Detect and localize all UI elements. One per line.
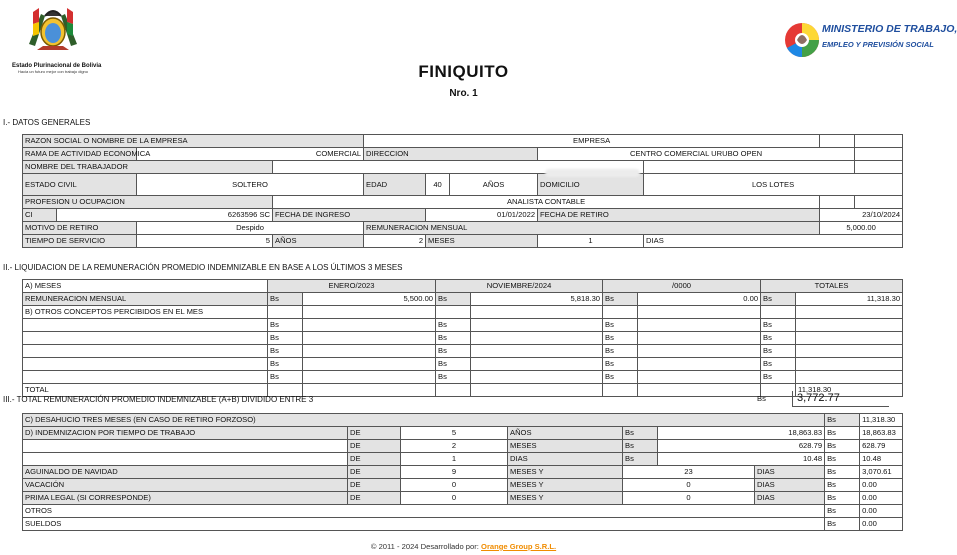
promedio-value: 3,772.77: [792, 391, 889, 407]
table-row: [23, 453, 903, 466]
ind-qty-1: 5: [401, 427, 508, 440]
de-label: DE: [348, 466, 401, 479]
tiempo-meses-label: MESES: [426, 235, 538, 248]
currency-label: Bs: [825, 427, 860, 440]
currency-label: Bs: [603, 358, 638, 371]
currency-label: Bs: [268, 371, 303, 384]
tiempo-anos-value: 5: [137, 235, 273, 248]
currency-label: Bs: [436, 371, 471, 384]
aguinaldo-total: 3,070.61: [860, 466, 903, 479]
table-row: [23, 440, 903, 453]
rama-value: COMERCIAL: [137, 148, 364, 161]
sueldos-label: SUELDOS: [23, 518, 825, 531]
motivo-value: Despido: [137, 222, 364, 235]
ind-qty-2: 2: [401, 440, 508, 453]
aguinaldo-label: AGUINALDO DE NAVIDAD: [23, 466, 348, 479]
desahucio-label: C) DESAHUCIO TRES MESES (EN CASO DE RETIRO FORZOSO): [23, 414, 825, 427]
tiempo-dias-value: 1: [538, 235, 644, 248]
ind-total-2: 628.79: [860, 440, 903, 453]
razon-value: EMPRESA: [364, 135, 820, 148]
estado-label: ESTADO CIVIL: [23, 174, 137, 196]
profesion-value: ANALISTA CONTABLE: [273, 196, 820, 209]
table-row: [23, 492, 903, 505]
ministerio-trabajo-logo: [782, 16, 957, 66]
vacacion-meses: 0: [401, 479, 508, 492]
edad-label: EDAD: [364, 174, 426, 196]
ind-unit-1: AÑOS: [508, 427, 623, 440]
section-2-title: II.- LIQUIDACION DE LA REMUNERACIÓN PROMEDIO INDEMNIZABLE EN BASE A LOS ÚLTIMOS 3 MESES: [3, 263, 403, 272]
currency-label: Bs: [757, 394, 766, 403]
currency-label: Bs: [623, 453, 658, 466]
prima-total: 0.00: [860, 492, 903, 505]
footer-text: © 2011 - 2024 Desarrollado por:: [370, 542, 479, 551]
coat-of-arms-icon: [23, 4, 83, 56]
ind-total-1: 18,863.83: [860, 427, 903, 440]
indemnizacion-label: D) INDEMNIZACION POR TIEMPO DE TRABAJO: [23, 427, 348, 440]
currency-label: Bs: [825, 453, 860, 466]
currency-label: Bs: [623, 427, 658, 440]
table-row: [23, 306, 903, 319]
edad-value: 40: [426, 174, 450, 196]
ci-value: 6263596 SC: [57, 209, 273, 222]
ministry-name-line1: MINISTERIO DE TRABAJO,: [822, 23, 957, 35]
ind-unit-2: MESES: [508, 440, 623, 453]
dias-label: DIAS: [755, 479, 825, 492]
otros-conceptos-label: B) OTROS CONCEPTOS PERCIBIDOS EN EL MES: [23, 306, 268, 319]
redacted-name: [545, 169, 640, 177]
currency-label: Bs: [761, 358, 796, 371]
otros-total: 0.00: [860, 505, 903, 518]
currency-label: Bs: [761, 371, 796, 384]
aguinaldo-dias: 23: [623, 466, 755, 479]
currency-label: Bs: [761, 345, 796, 358]
ind-total-3: 10.48: [860, 453, 903, 466]
footer-developer-link[interactable]: Orange Group S.R.L.: [481, 542, 557, 551]
currency-label: Bs: [825, 479, 860, 492]
vacacion-total: 0.00: [860, 479, 903, 492]
motivo-label: MOTIVO DE RETIRO: [23, 222, 137, 235]
ingreso-value: 01/01/2022: [426, 209, 538, 222]
ministry-name-line2: EMPLEO Y PREVISIÓN SOCIAL: [822, 40, 934, 49]
de-label: DE: [348, 440, 401, 453]
section-3-title: III.- TOTAL REMUNERACIÓN PROMEDIO INDEMNIZABLE (A+B) DIVIDIDO ENTRE 3: [3, 395, 314, 404]
currency-label: Bs: [268, 319, 303, 332]
table-row: [23, 319, 903, 332]
direccion-label: DIRECCION: [364, 148, 538, 161]
vacacion-label: VACACIÓN: [23, 479, 348, 492]
razon-label: RAZON SOCIAL O NOMBRE DE LA EMPRESA: [23, 135, 364, 148]
currency-label: Bs: [603, 332, 638, 345]
ind-amount-3: 10.48: [658, 453, 825, 466]
currency-label: Bs: [603, 319, 638, 332]
currency-label: Bs: [436, 319, 471, 332]
currency-label: Bs: [623, 440, 658, 453]
currency-label: Bs: [825, 466, 860, 479]
table-row: [23, 518, 903, 531]
month-3: /0000: [603, 280, 761, 293]
retiro-label: FECHA DE RETIRO: [538, 209, 820, 222]
logo-left-text: Estado Plurinacional de Bolivia: [12, 63, 102, 69]
currency-label: Bs: [825, 414, 860, 427]
nombre-label: NOMBRE DEL TRABAJADOR: [23, 161, 273, 174]
table-row: [23, 209, 903, 222]
currency-label: Bs: [825, 492, 860, 505]
currency-label: Bs: [268, 358, 303, 371]
table-row: [23, 414, 903, 427]
table-row: [23, 505, 903, 518]
meses-label: A) MESES: [23, 280, 268, 293]
table-row: [23, 148, 903, 161]
dias-label: DIAS: [755, 492, 825, 505]
remuneracion-label: REMUNERACION MENSUAL: [364, 222, 820, 235]
currency-label: Bs: [603, 293, 638, 306]
rem-month-2: 5,818.30: [471, 293, 603, 306]
currency-label: Bs: [825, 505, 860, 518]
ci-label: CI: [23, 209, 57, 222]
gear-logo-icon: [782, 16, 822, 66]
currency-label: Bs: [603, 345, 638, 358]
month-1: ENERO/2023: [268, 280, 436, 293]
ind-unit-3: DIAS: [508, 453, 623, 466]
currency-label: Bs: [436, 358, 471, 371]
anos-label: AÑOS: [450, 174, 538, 196]
table-row: [23, 427, 903, 440]
ind-qty-3: 1: [401, 453, 508, 466]
general-data-table: [22, 134, 903, 248]
direccion-value: CENTRO COMERCIAL URUBO OPEN: [538, 148, 855, 161]
section-1-title: I.- DATOS GENERALES: [3, 118, 91, 127]
currency-label: Bs: [268, 332, 303, 345]
rama-label: RAMA DE ACTIVIDAD ECONOMICA: [23, 148, 137, 161]
document-title: FINIQUITO: [418, 62, 509, 81]
currency-label: Bs: [603, 371, 638, 384]
de-label: DE: [348, 492, 401, 505]
prima-label: PRIMA LEGAL (SI CORRESPONDE): [23, 492, 348, 505]
tiempo-label: TIEMPO DE SERVICIO: [23, 235, 137, 248]
dias-label: DIAS: [755, 466, 825, 479]
totales-header: TOTALES: [761, 280, 903, 293]
logo-left-motto: Hacia un futuro mejor con trabajo digno: [17, 69, 89, 74]
table-row: [23, 371, 903, 384]
tiempo-dias-label: DIAS: [644, 235, 903, 248]
ingreso-label: FECHA DE INGRESO: [273, 209, 426, 222]
rem-total: 11,318.30: [796, 293, 903, 306]
meses-y-label: MESES Y: [508, 479, 623, 492]
footer: [0, 542, 927, 551]
table-row: [23, 196, 903, 209]
currency-label: Bs: [436, 293, 471, 306]
rem-month-3: 0.00: [638, 293, 761, 306]
rem-month-1: 5,500.00: [303, 293, 436, 306]
aguinaldo-meses: 9: [401, 466, 508, 479]
currency-label: Bs: [268, 293, 303, 306]
sueldos-total: 0.00: [860, 518, 903, 531]
table-row: [23, 345, 903, 358]
domicilio-label: DOMICILIO: [538, 174, 644, 196]
currency-label: Bs: [268, 345, 303, 358]
de-label: DE: [348, 479, 401, 492]
table-row: [23, 135, 903, 148]
table-row: [23, 222, 903, 235]
table-row: [23, 358, 903, 371]
currency-label: Bs: [761, 319, 796, 332]
table-row: [23, 479, 903, 492]
table-row: [23, 161, 903, 174]
meses-y-label: MESES Y: [508, 492, 623, 505]
meses-y-label: MESES Y: [508, 466, 623, 479]
table-row: [23, 174, 903, 196]
vacacion-dias: 0: [623, 479, 755, 492]
table-row: [23, 280, 903, 293]
remuneracion-value: 5,000.00: [820, 222, 903, 235]
month-2: NOVIEMBRE/2024: [436, 280, 603, 293]
currency-label: Bs: [761, 293, 796, 306]
document-number: Nro. 1: [449, 88, 478, 99]
currency-label: Bs: [761, 332, 796, 345]
table-row: [23, 235, 903, 248]
prima-meses: 0: [401, 492, 508, 505]
estado-value: SOLTERO: [137, 174, 364, 196]
remuneration-table: [22, 279, 903, 397]
currency-label: Bs: [825, 518, 860, 531]
currency-label: Bs: [436, 332, 471, 345]
prima-dias: 0: [623, 492, 755, 505]
profesion-label: PROFESION U OCUPACION: [23, 196, 273, 209]
total-label: TOTAL: [23, 384, 268, 397]
otros-label: OTROS: [23, 505, 825, 518]
table-row: [23, 466, 903, 479]
domicilio-value: LOS LOTES: [644, 174, 903, 196]
remuneracion-mensual-label: REMUNERACION MENSUAL: [23, 293, 268, 306]
de-label: DE: [348, 453, 401, 466]
currency-label: Bs: [436, 345, 471, 358]
retiro-value: 23/10/2024: [820, 209, 903, 222]
desahucio-value: 11,318.30: [860, 414, 903, 427]
ind-amount-2: 628.79: [658, 440, 825, 453]
de-label: DE: [348, 427, 401, 440]
currency-label: Bs: [825, 440, 860, 453]
ind-amount-1: 18,863.83: [658, 427, 825, 440]
tiempo-meses-value: 2: [364, 235, 426, 248]
liquidation-table: [22, 413, 903, 531]
table-row: [23, 332, 903, 345]
table-row: [23, 293, 903, 306]
tiempo-anos-label: AÑOS: [273, 235, 364, 248]
total-value: 11,318.30: [796, 384, 903, 397]
